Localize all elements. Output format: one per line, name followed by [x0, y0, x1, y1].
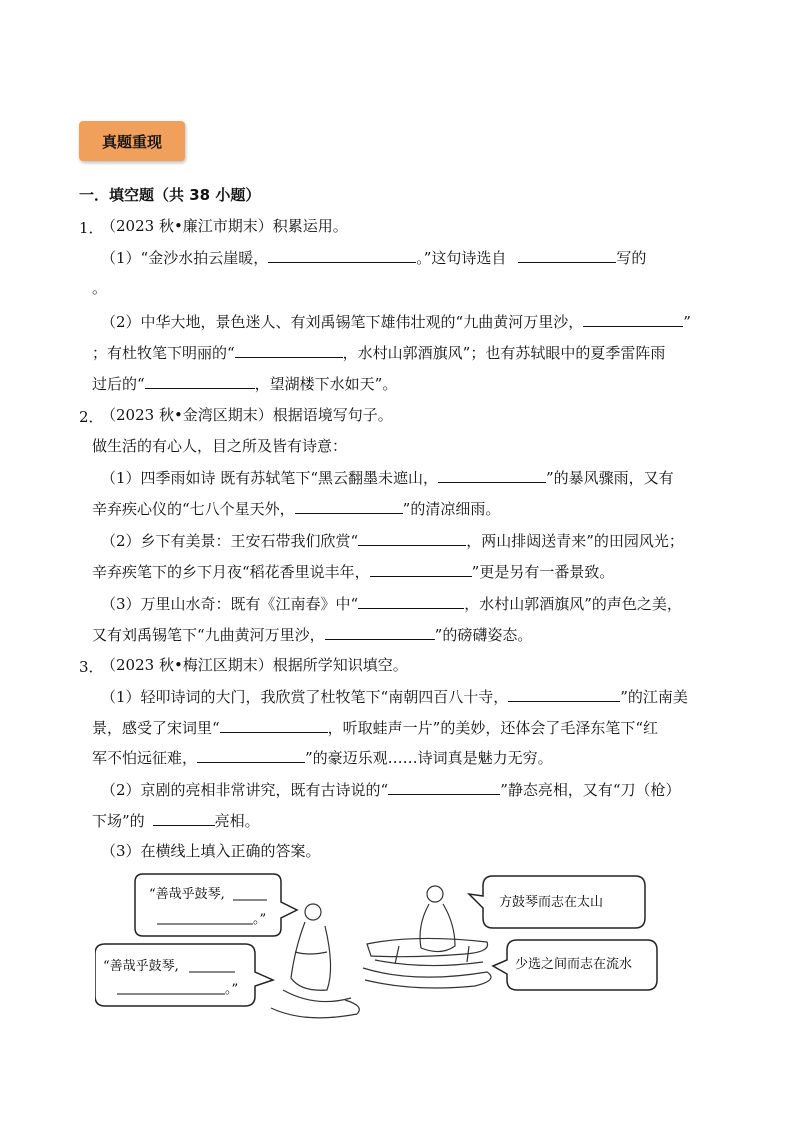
q1-part1-line1: （1）“金沙水拍云崖暖， 。”这句诗选自 写的 [101, 246, 646, 269]
q1-part1-line2: 。 [92, 279, 108, 297]
question-3-head: （2023 秋•梅江区期末）根据所学知识填空。 [101, 656, 408, 674]
q2-part2-line2: 辛弃疾笔下的乡下月夜“稻花香里说丰年， ”更是另有一番景致。 [92, 560, 614, 583]
answer-blank[interactable] [325, 623, 435, 640]
q1-part2-line1: （2）中华大地，景色迷人、有刘禹锡笔下雄伟壮观的“九曲黄河万里沙， ” [101, 310, 691, 333]
answer-blank[interactable] [388, 778, 500, 795]
illustration [95, 868, 675, 1028]
illustration-svg [95, 868, 675, 1028]
q3-part2-line2: 下场”的 亮相。 [92, 809, 260, 832]
answer-blank[interactable] [518, 246, 616, 263]
q1-part2-line2: ；有杜牧笔下明丽的“ ，水村山郭酒旗风”；也有苏轼眼中的夏季雷阵雨 [92, 341, 665, 364]
bubble-1-end: 。” [253, 912, 267, 927]
bubble-4-text: 少选之间而志在流水 [515, 957, 633, 972]
speech-bubble-2 [95, 944, 273, 1006]
answer-blank[interactable] [508, 685, 620, 702]
q3-part1-line3: 军不怕远征难， ”的豪迈乐观……诗词真是魅力无穷。 [92, 746, 553, 769]
q1-part2-line3: 过后的“ ，望湖楼下水如天”。 [92, 372, 397, 395]
q2-part1-line2: 辛弃疾心仪的“七八个星天外， ”的清凉细雨。 [92, 497, 500, 520]
answer-blank[interactable] [370, 560, 472, 577]
answer-blank[interactable] [583, 310, 683, 327]
bubble-3-text: 方鼓琴而志在太山 [499, 895, 604, 910]
answer-blank[interactable] [358, 592, 464, 609]
answer-blank[interactable] [145, 372, 255, 389]
answer-blank[interactable] [153, 809, 215, 826]
answer-blank[interactable] [268, 246, 416, 263]
bubble-1-text: “善哉乎鼓琴, [149, 887, 225, 902]
answer-blank[interactable] [295, 497, 403, 514]
q2-part2-line1: （2）乡下有美景：王安石带我们欣赏“ ，两山排闼送青来”的田园风光； [101, 529, 684, 552]
q3-part2-line1: （2）京剧的亮相非常讲究，既有古诗说的“ ”静态亮相，又有“刀（枪） [101, 778, 681, 801]
figures-drawing [271, 886, 491, 1018]
q2-part1-line1: （1）四季雨如诗 既有苏轼笔下“黑云翻墨未遮山， ”的暴风骤雨，又有 [101, 466, 674, 489]
answer-blank[interactable] [235, 341, 343, 358]
q2-part3-line2: 又有刘禹锡笔下“九曲黄河万里沙， ”的磅礴姿态。 [92, 623, 532, 646]
answer-blank[interactable] [438, 466, 546, 483]
answer-blank[interactable] [197, 746, 305, 763]
q3-part1-line2: 景，感受了宋词里“ ，听取蛙声一片”的美妙，还体会了毛泽东笔下“红 [92, 716, 658, 739]
section-badge: 真题重现 [79, 121, 185, 161]
question-2-number: 2． [79, 408, 104, 426]
speech-bubble-1 [135, 874, 297, 936]
section-title: 一．填空题（共 38 小题） [79, 186, 261, 204]
bubble-2-text: “善哉乎鼓琴, [103, 959, 179, 974]
answer-blank[interactable] [220, 716, 328, 733]
q3-part3: （3）在横线上填入正确的答案。 [101, 842, 321, 860]
q2-part3-line1: （3）万里山水奇：既有《江南春》中“ ，水村山郭酒旗风”的声色之美， [101, 592, 682, 615]
q3-part1-line1: （1）轻叩诗词的大门，我欣赏了杜牧笔下“南朝四百八十寺， ”的江南美 [101, 685, 688, 708]
q2-intro: 做生活的有心人，目之所及皆有诗意： [92, 437, 348, 455]
answer-blank[interactable] [358, 529, 466, 546]
question-3-number: 3． [79, 658, 104, 676]
question-2-head: （2023 秋•金湾区期末）根据语境写句子。 [101, 406, 393, 424]
question-1-head: （2023 秋•廉江市期末）积累运用。 [101, 217, 348, 235]
bubble-2-end: 。” [225, 982, 239, 997]
question-1-number: 1． [79, 219, 104, 237]
